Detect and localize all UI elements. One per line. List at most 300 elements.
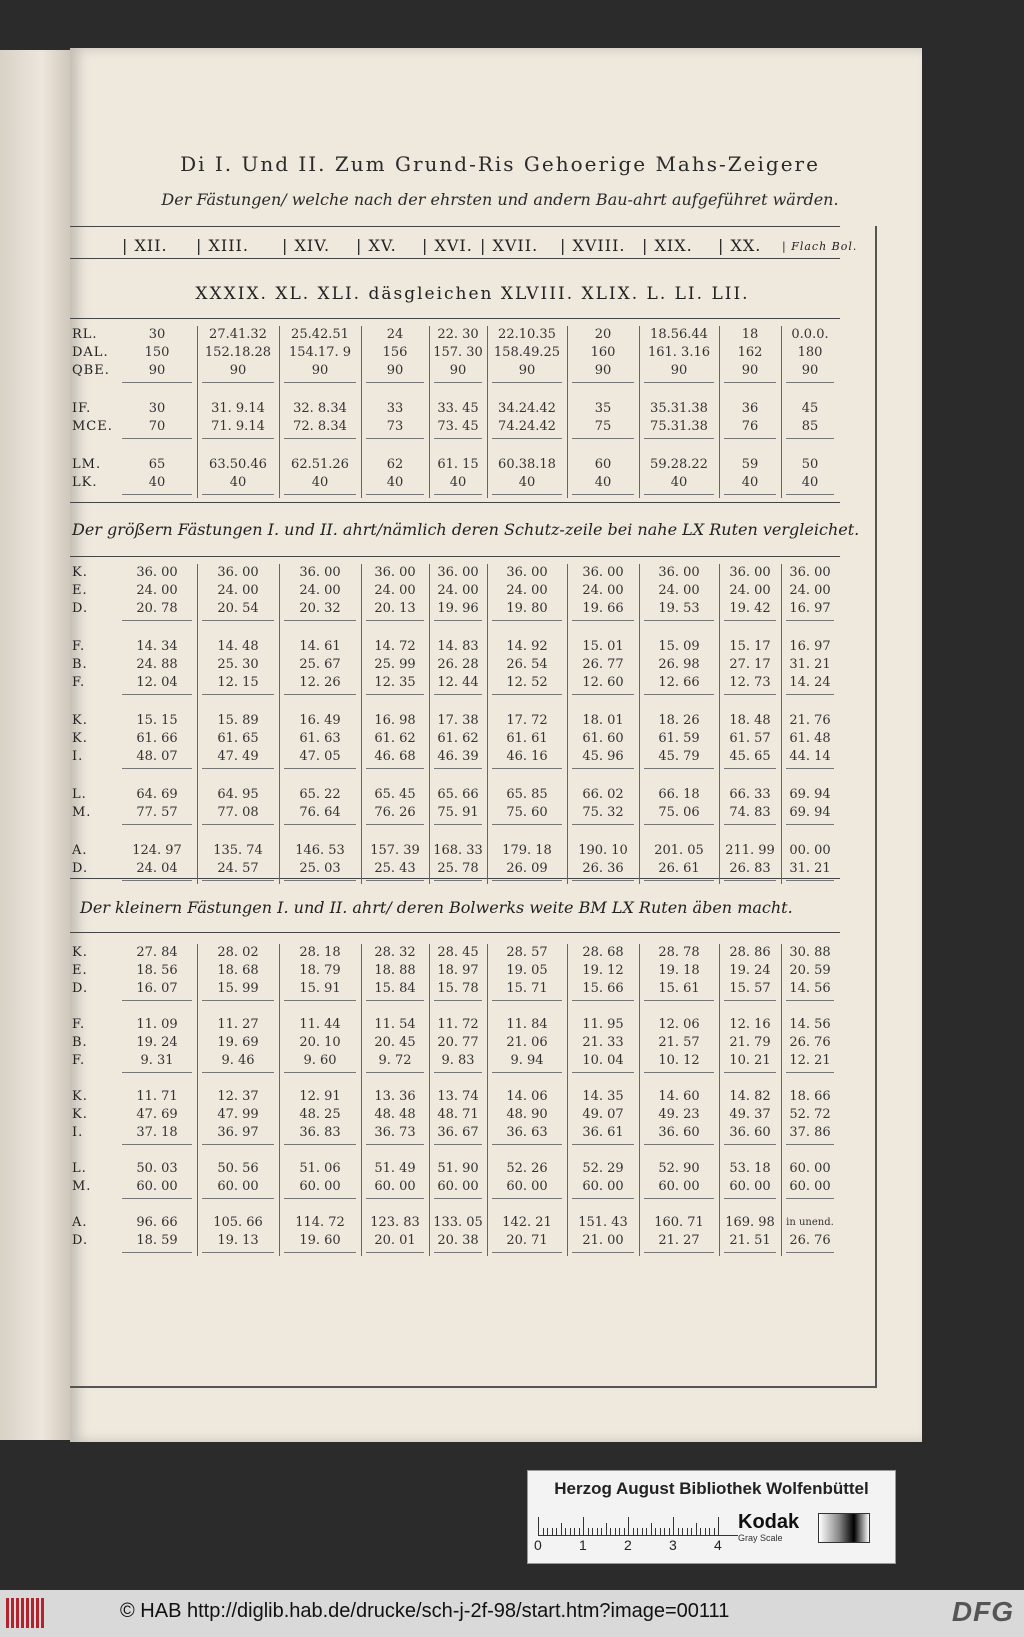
table-cell: 77. 08 [217, 805, 259, 820]
ruler-tick [664, 1528, 665, 1535]
group-underline [284, 494, 356, 495]
table-cell: 69. 94 [789, 805, 831, 820]
table-cell: 11. 84 [506, 1017, 548, 1032]
table-cell: 76. 26 [374, 805, 416, 820]
group-underline [572, 880, 634, 881]
table-cell: 12. 21 [789, 1053, 831, 1068]
table-cell: 36 [741, 401, 759, 416]
column-separator [719, 944, 720, 1256]
table-cell: 48. 90 [506, 1107, 548, 1122]
table-cell: 15. 91 [299, 981, 341, 996]
table-cell: 61. 62 [374, 731, 416, 746]
table-cell: 24. 57 [217, 861, 259, 876]
table-cell: 15. 09 [658, 639, 700, 654]
table-cell: 179. 18 [502, 843, 552, 858]
table-cell: 48. 07 [136, 749, 178, 764]
group-underline [366, 1252, 424, 1253]
table-cell: 48. 25 [299, 1107, 341, 1122]
group-underline [122, 438, 192, 439]
column-head: | XV. [356, 236, 397, 255]
table-cell: 157. 30 [433, 345, 483, 360]
ruler-number: 2 [624, 1537, 632, 1553]
table-cell: 12. 35 [374, 675, 416, 690]
table-cell: 22. 30 [437, 327, 479, 342]
column-separator [719, 326, 720, 498]
library-scale-stamp [527, 1470, 896, 1564]
column-separator [197, 564, 198, 884]
table-cell: 20. 32 [299, 601, 341, 616]
hab-logo-icon [6, 1598, 44, 1628]
group-underline [786, 1198, 834, 1199]
row-label: I. [72, 749, 84, 764]
group-underline [644, 1252, 714, 1253]
group-underline [202, 494, 274, 495]
ruler-tick [615, 1528, 616, 1535]
column-head: | XIII. [196, 236, 249, 255]
table-cell: 62 [386, 457, 404, 472]
table-cell: 12. 60 [582, 675, 624, 690]
group-underline [572, 1144, 634, 1145]
table-cell: 14. 82 [729, 1089, 771, 1104]
table-cell: 37. 86 [789, 1125, 831, 1140]
table-cell: 11. 71 [136, 1089, 178, 1104]
group-underline [284, 694, 356, 695]
table-cell: 30 [148, 401, 166, 416]
table-cell: 19. 96 [437, 601, 479, 616]
table-cell: 10. 04 [582, 1053, 624, 1068]
table-cell: 59 [741, 457, 759, 472]
group-underline [572, 824, 634, 825]
group-underline [786, 768, 834, 769]
table-cell: 90 [741, 363, 759, 378]
table-cell: 26. 61 [658, 861, 700, 876]
left-page-edge [0, 50, 70, 1440]
table-cell: 24. 00 [789, 583, 831, 598]
page-title: Di I. Und II. Zum Grund-Ris Gehoerige Mahs-Zeigere [180, 152, 820, 176]
column-head: | XIX. [642, 236, 693, 255]
group-underline [366, 1000, 424, 1001]
table-cell: 28. 18 [299, 945, 341, 960]
group-underline [724, 494, 776, 495]
ruler-tick [574, 1528, 575, 1535]
table-cell: 65. 22 [299, 787, 341, 802]
table-cell: 96. 66 [136, 1215, 178, 1230]
table-cell: 15. 61 [658, 981, 700, 996]
table-cell: 20. 45 [374, 1035, 416, 1050]
table-cell: 31. 21 [789, 861, 831, 876]
table-cell: 14. 92 [506, 639, 548, 654]
ruler-tick [601, 1528, 602, 1535]
table-cell: 51. 90 [437, 1161, 479, 1176]
table-cell: 36. 97 [217, 1125, 259, 1140]
row-label: A. [72, 1215, 88, 1230]
row-label: L. [72, 787, 87, 802]
group-underline [284, 382, 356, 383]
table-cell: 15. 57 [729, 981, 771, 996]
ruler-tick [678, 1528, 679, 1535]
row-label: MCE. [72, 419, 113, 434]
row-label: F. [72, 1017, 86, 1032]
table-cell: 17. 38 [437, 713, 479, 728]
table-cell: 75.31.38 [650, 419, 708, 434]
group-underline [786, 382, 834, 383]
table-cell: 60. 00 [658, 1179, 700, 1194]
group-underline [786, 1072, 834, 1073]
table-cell: 24. 00 [506, 583, 548, 598]
table-cell: 15. 15 [136, 713, 178, 728]
table-cell: 74.24.42 [498, 419, 556, 434]
table-cell: 16. 07 [136, 981, 178, 996]
table-cell: 21. 79 [729, 1035, 771, 1050]
group-underline [434, 768, 482, 769]
table-cell: 15. 84 [374, 981, 416, 996]
row-label: RL. [72, 327, 98, 342]
table-cell: 21. 76 [789, 713, 831, 728]
table-cell: 76 [741, 419, 759, 434]
table-cell: 36. 00 [374, 565, 416, 580]
table-cell: 45. 79 [658, 749, 700, 764]
row-label: K. [72, 945, 88, 960]
ruler-tick [691, 1528, 692, 1535]
table-cell: 40 [229, 475, 247, 490]
table-cell: 61. 63 [299, 731, 341, 746]
table-cell: 36. 73 [374, 1125, 416, 1140]
table-cell: 61. 59 [658, 731, 700, 746]
table-cell: 9. 60 [303, 1053, 337, 1068]
table-cell: 124. 97 [132, 843, 182, 858]
table-cell: 36. 00 [789, 565, 831, 580]
table-cell: 21. 00 [582, 1233, 624, 1248]
table-cell: 75. 91 [437, 805, 479, 820]
table-cell: 36. 00 [729, 565, 771, 580]
table-cell: 36. 00 [437, 565, 479, 580]
table-cell: 26. 54 [506, 657, 548, 672]
table-cell: 40 [311, 475, 329, 490]
column-separator [781, 564, 782, 884]
table-cell: 40 [518, 475, 536, 490]
table-cell: 36. 60 [658, 1125, 700, 1140]
table-cell: 12. 91 [299, 1089, 341, 1104]
row-label: DAL. [72, 345, 109, 360]
group-underline [492, 880, 562, 881]
group-underline [644, 1198, 714, 1199]
table-cell: 71. 9.14 [211, 419, 265, 434]
stamp-title: Herzog August Bibliothek Wolfenbüttel [554, 1479, 869, 1498]
table-cell: 114. 72 [295, 1215, 345, 1230]
table-cell: 11. 27 [217, 1017, 259, 1032]
ruler-tick [646, 1528, 647, 1535]
group-underline [202, 824, 274, 825]
table-cell: 20. 13 [374, 601, 416, 616]
table-cell: 19. 12 [582, 963, 624, 978]
table-cell: 51. 06 [299, 1161, 341, 1176]
column-head: | XIV. [282, 236, 331, 255]
table-cell: 40 [801, 475, 819, 490]
ruler-tick [538, 1517, 539, 1535]
row-label: QBE. [72, 363, 110, 378]
column-separator [487, 944, 488, 1256]
table-cell: 14. 48 [217, 639, 259, 654]
table-cell: 161. 3.16 [647, 345, 711, 360]
table-cell: 40 [594, 475, 612, 490]
table-cell: 11. 72 [437, 1017, 479, 1032]
table-cell: 40 [741, 475, 759, 490]
group-underline [492, 620, 562, 621]
group-underline [434, 694, 482, 695]
table-cell: 60. 00 [789, 1179, 831, 1194]
group-underline [492, 382, 562, 383]
group-underline [122, 382, 192, 383]
row-label: A. [72, 843, 88, 858]
ruler-tick [556, 1528, 557, 1535]
table-cell: 28. 86 [729, 945, 771, 960]
table-cell: 65. 85 [506, 787, 548, 802]
table-cell: 20. 77 [437, 1035, 479, 1050]
group-underline [202, 768, 274, 769]
group-underline [572, 768, 634, 769]
table-cell: 25. 43 [374, 861, 416, 876]
table-cell: 24. 00 [299, 583, 341, 598]
table-cell: 18. 56 [136, 963, 178, 978]
column-separator [361, 326, 362, 498]
group-underline [122, 1144, 192, 1145]
group-underline [366, 1144, 424, 1145]
table-cell: 36. 00 [582, 565, 624, 580]
table-cell: 14. 34 [136, 639, 178, 654]
group-underline [434, 1000, 482, 1001]
ruler-number: 4 [714, 1537, 722, 1553]
group-underline [434, 382, 482, 383]
table-cell: 28. 02 [217, 945, 259, 960]
table-cell: 19. 13 [217, 1233, 259, 1248]
section-heading-larger: Der größern Fästungen I. und II. ahrt/nämlich deren Schutz-zeile bei nahe LX Ruten vergleichet. [72, 520, 860, 539]
table-cell: 11. 44 [299, 1017, 341, 1032]
table-cell: 18. 26 [658, 713, 700, 728]
group-underline [122, 880, 192, 881]
table-cell: 28. 68 [582, 945, 624, 960]
group-underline [724, 694, 776, 695]
group-underline [434, 1198, 482, 1199]
table-cell: 65. 45 [374, 787, 416, 802]
table-cell: 90 [518, 363, 536, 378]
group-underline [492, 438, 562, 439]
table-cell: 105. 66 [213, 1215, 263, 1230]
table-cell: 25. 30 [217, 657, 259, 672]
table-cell: 14. 06 [506, 1089, 548, 1104]
ruler-tick [610, 1528, 611, 1535]
section-heading-smaller: Der kleinern Fästungen I. und II. ahrt/ deren Bolwerks weite BM LX Ruten äben macht. [80, 898, 793, 917]
table-cell: 14. 35 [582, 1089, 624, 1104]
group-underline [724, 1072, 776, 1073]
table-cell: 9. 31 [140, 1053, 174, 1068]
table-cell: 27. 84 [136, 945, 178, 960]
table-cell: 66. 18 [658, 787, 700, 802]
table-cell: 77. 57 [136, 805, 178, 820]
group-underline [492, 1144, 562, 1145]
table-cell: 19. 24 [136, 1035, 178, 1050]
group-underline [202, 880, 274, 881]
table-cell: 150 [144, 345, 170, 360]
table-cell: 47. 99 [217, 1107, 259, 1122]
row-label: B. [72, 1035, 88, 1050]
group-underline [122, 824, 192, 825]
ruler-tick [619, 1528, 620, 1535]
table-cell: 14. 72 [374, 639, 416, 654]
group-underline [202, 1000, 274, 1001]
table-cell: 31. 9.14 [211, 401, 265, 416]
table-cell: 169. 98 [725, 1215, 775, 1230]
column-separator [781, 326, 782, 498]
table-cell: 28. 57 [506, 945, 548, 960]
table-cell: 135. 74 [213, 843, 263, 858]
column-head: | XX. [718, 236, 762, 255]
table-cell: 48. 71 [437, 1107, 479, 1122]
column-separator [719, 564, 720, 884]
column-separator [197, 944, 198, 1256]
table-cell: 24 [386, 327, 404, 342]
table-cell: 18. 59 [136, 1233, 178, 1248]
table-cell: 13. 74 [437, 1089, 479, 1104]
group-underline [284, 620, 356, 621]
group-underline [366, 438, 424, 439]
ruler-tick [547, 1528, 548, 1535]
table-cell: 19. 80 [506, 601, 548, 616]
group-underline [122, 620, 192, 621]
table-cell: 75. 32 [582, 805, 624, 820]
ruler-tick [642, 1528, 643, 1535]
table-cell: 12. 73 [729, 675, 771, 690]
table-cell: 157. 39 [370, 843, 420, 858]
group-underline [434, 880, 482, 881]
group-underline [284, 1198, 356, 1199]
column-separator [197, 326, 198, 498]
row-label: IF. [72, 401, 92, 416]
table-cell: 180 [797, 345, 823, 360]
group-underline [284, 438, 356, 439]
scanned-page [70, 48, 922, 1442]
group-underline [492, 824, 562, 825]
table-cell: 20. 59 [789, 963, 831, 978]
table-cell: 12. 15 [217, 675, 259, 690]
table-cell: 46. 16 [506, 749, 548, 764]
column-separator [279, 326, 280, 498]
group-underline [434, 620, 482, 621]
ruler-tick [705, 1528, 706, 1535]
table-cell: 61. 60 [582, 731, 624, 746]
table-cell: 20. 71 [506, 1233, 548, 1248]
group-underline [786, 880, 834, 881]
table-cell: 60. 00 [374, 1179, 416, 1194]
group-underline [284, 768, 356, 769]
table-cell: 60. 00 [136, 1179, 178, 1194]
table-cell: 36. 00 [658, 565, 700, 580]
group-underline [572, 438, 634, 439]
group-underline [122, 494, 192, 495]
kodak-brand: Kodak [738, 1511, 800, 1533]
group-underline [724, 1000, 776, 1001]
table-cell: 90 [148, 363, 166, 378]
table-cell: 50. 56 [217, 1161, 259, 1176]
group-underline [284, 824, 356, 825]
table-cell: 66. 02 [582, 787, 624, 802]
group-underline [644, 494, 714, 495]
group-underline [492, 694, 562, 695]
row-label: K. [72, 713, 88, 728]
group-underline [572, 620, 634, 621]
table-cell: 18. 88 [374, 963, 416, 978]
table-cell: 60.38.18 [498, 457, 556, 472]
table-cell: 90 [594, 363, 612, 378]
column-separator [639, 564, 640, 884]
table-cell: 50. 03 [136, 1161, 178, 1176]
table-cell: 18. 97 [437, 963, 479, 978]
copyright-url[interactable]: © HAB http://diglib.hab.de/drucke/sch-j-2f-98/start.htm?image=00111 [120, 1600, 730, 1622]
group-underline [644, 1072, 714, 1073]
group-underline [366, 382, 424, 383]
row-label: B. [72, 657, 88, 672]
table-cell: 74. 83 [729, 805, 771, 820]
group-underline [434, 1252, 482, 1253]
table-cell: 26. 77 [582, 657, 624, 672]
table-cell: 36. 61 [582, 1125, 624, 1140]
table-cell: 20. 01 [374, 1233, 416, 1248]
table-cell: 168. 33 [433, 843, 483, 858]
ruler-tick [696, 1523, 697, 1535]
row-label: K. [72, 731, 88, 746]
table-cell: 11. 09 [136, 1017, 178, 1032]
row-label: F. [72, 1053, 86, 1068]
group-underline [724, 620, 776, 621]
table-cell: 14. 24 [789, 675, 831, 690]
group-underline [724, 880, 776, 881]
column-separator [361, 944, 362, 1256]
table-cell: 11. 54 [374, 1017, 416, 1032]
table-cell: 48. 48 [374, 1107, 416, 1122]
column-separator [429, 944, 430, 1256]
table-cell: 25. 78 [437, 861, 479, 876]
ruler-tick [637, 1528, 638, 1535]
table-cell: 00. 00 [789, 843, 831, 858]
group-underline [724, 1198, 776, 1199]
table-cell: 64. 69 [136, 787, 178, 802]
table-cell: 10. 12 [658, 1053, 700, 1068]
ruler-tick [655, 1528, 656, 1535]
table-cell: 22.10.35 [498, 327, 556, 342]
group-underline [572, 1198, 634, 1199]
table-cell: 72. 8.34 [293, 419, 347, 434]
column-head: | XVIII. [560, 236, 626, 255]
group-underline [572, 382, 634, 383]
table-cell: 40 [449, 475, 467, 490]
row-label: K. [72, 1107, 88, 1122]
table-cell: 21. 51 [729, 1233, 771, 1248]
table-cell: 50 [801, 457, 819, 472]
table-cell: 9. 46 [221, 1053, 255, 1068]
table-cell: 18. 66 [789, 1089, 831, 1104]
row-label: D. [72, 1233, 89, 1248]
table-cell: 28. 78 [658, 945, 700, 960]
group-underline [202, 1072, 274, 1073]
group-underline [786, 824, 834, 825]
column-separator [361, 564, 362, 884]
group-underline [786, 694, 834, 695]
ruler-tick [651, 1523, 652, 1535]
table-cell: 61. 62 [437, 731, 479, 746]
table-cell: 26. 83 [729, 861, 771, 876]
table-cell: 47. 49 [217, 749, 259, 764]
table-cell: 40 [670, 475, 688, 490]
ruler-tick [673, 1517, 674, 1535]
